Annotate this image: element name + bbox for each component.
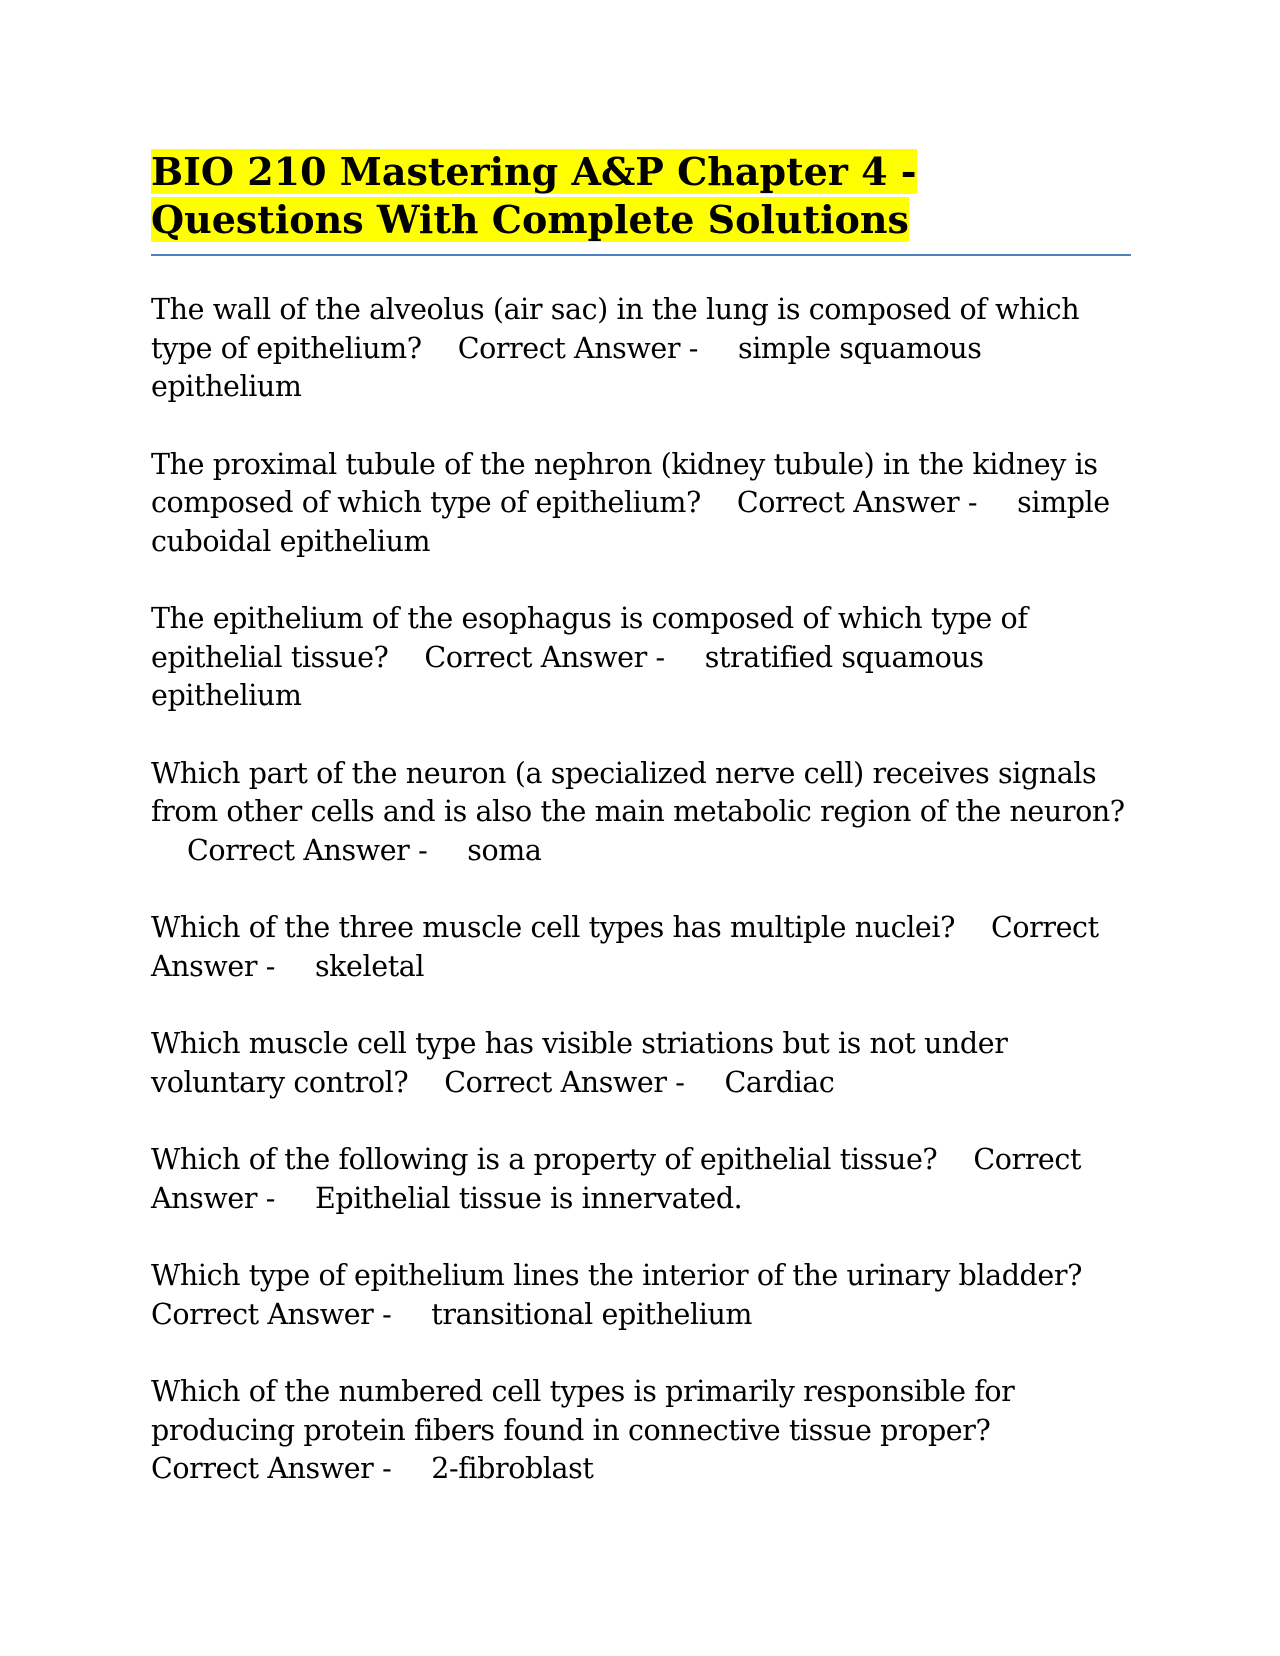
answer-label: Correct Answer [151, 911, 1099, 983]
answer-text: simple cuboidal epithelium [151, 486, 1110, 558]
question-text: Which of the numbered cell types is primarily responsible for producing protein fibers found in connective tissue proper? [151, 1375, 1015, 1447]
answer-text: 2-fibroblast [431, 1452, 594, 1485]
question-item: Which of the numbered cell types is primarily responsible for producing protein fibers found in connective tissue proper?Correct Answer - 2-fibroblast [151, 1375, 1015, 1485]
question-item: The epithelium of the esophagus is composed of which type of epithelial tissue? Correct Answer - stratified squamous epithelium [151, 602, 1028, 712]
question-text: Which muscle cell type has visible striations but is not under voluntary control? [151, 1027, 1008, 1099]
answer-label: Correct Answer [151, 1297, 374, 1331]
question-text: The proximal tubule of the nephron (kidney tubule) in the kidney is composed of which type of epithelium? [151, 447, 1098, 519]
question-item: The proximal tubule of the nephron (kidney tubule) in the kidney is composed of which type of epithelium? Correct Answer - simple cuboidal epithelium [151, 447, 1110, 558]
answer-label: Correct Answer [151, 1143, 1082, 1215]
question-list [151, 291, 1131, 1489]
answer-label: Correct Answer [187, 833, 410, 867]
answer-label: Correct Answer [444, 1065, 667, 1099]
question-item: Which muscle cell type has visible striations but is not under voluntary control? Correct Answer - Cardiac [151, 1027, 1008, 1099]
answer-text: transitional epithelium [431, 1297, 753, 1331]
question-text: Which part of the neuron (a specialized nerve cell) receives signals from other cells and is also the main metabolic region of the neuron? [151, 756, 1125, 828]
answer-text: Epithelial tissue is innervated. [314, 1181, 743, 1215]
answer-text: stratified squamous epithelium [151, 640, 984, 712]
question-item: The wall of the alveolus (air sac) in the lung is composed of which type of epithelium? Correct Answer - simple squamous epithelium [151, 293, 1080, 403]
question-item: Which type of epithelium lines the interior of the urinary bladder?Correct Answer - transitional epithelium [151, 1259, 1082, 1331]
title-divider [151, 254, 1131, 256]
answer-text: soma [467, 833, 542, 867]
title-highlight: BIO 210 Mastering A&P Chapter 4 - Questions With Complete Solutions [151, 149, 917, 242]
question-item: Which of the following is a property of epithelial tissue? Correct Answer - Epithelial tissue is innervated. [151, 1143, 1082, 1215]
question-text: Which type of epithelium lines the interior of the urinary bladder? [151, 1259, 1082, 1292]
question-text: Which of the three muscle cell types has multiple nuclei? [151, 911, 955, 944]
answer-label: Correct Answer [424, 640, 647, 674]
question-text: The wall of the alveolus (air sac) in the lung is composed of which type of epithelium? [151, 293, 1080, 365]
answer-label: Correct Answer [151, 1452, 374, 1485]
answer-text: Cardiac [724, 1065, 835, 1099]
document-page [151, 148, 1131, 1528]
answer-label: Correct Answer [457, 331, 681, 365]
answer-label: Correct Answer [736, 486, 960, 519]
answer-text: simple squamous epithelium [151, 331, 982, 403]
answer-text: skeletal [314, 949, 425, 983]
question-text: Which of the following is a property of epithelial tissue? [151, 1143, 938, 1176]
question-item: Which of the three muscle cell types has multiple nuclei? Correct Answer - skeletal [151, 911, 1099, 983]
document-title [151, 148, 1131, 244]
question-text: The epithelium of the esophagus is composed of which type of epithelial tissue? [151, 602, 1028, 674]
question-item: Which part of the neuron (a specialized nerve cell) receives signals from other cells and is also the main metabolic region of the neuron?Correct Answer - soma [151, 756, 1125, 867]
